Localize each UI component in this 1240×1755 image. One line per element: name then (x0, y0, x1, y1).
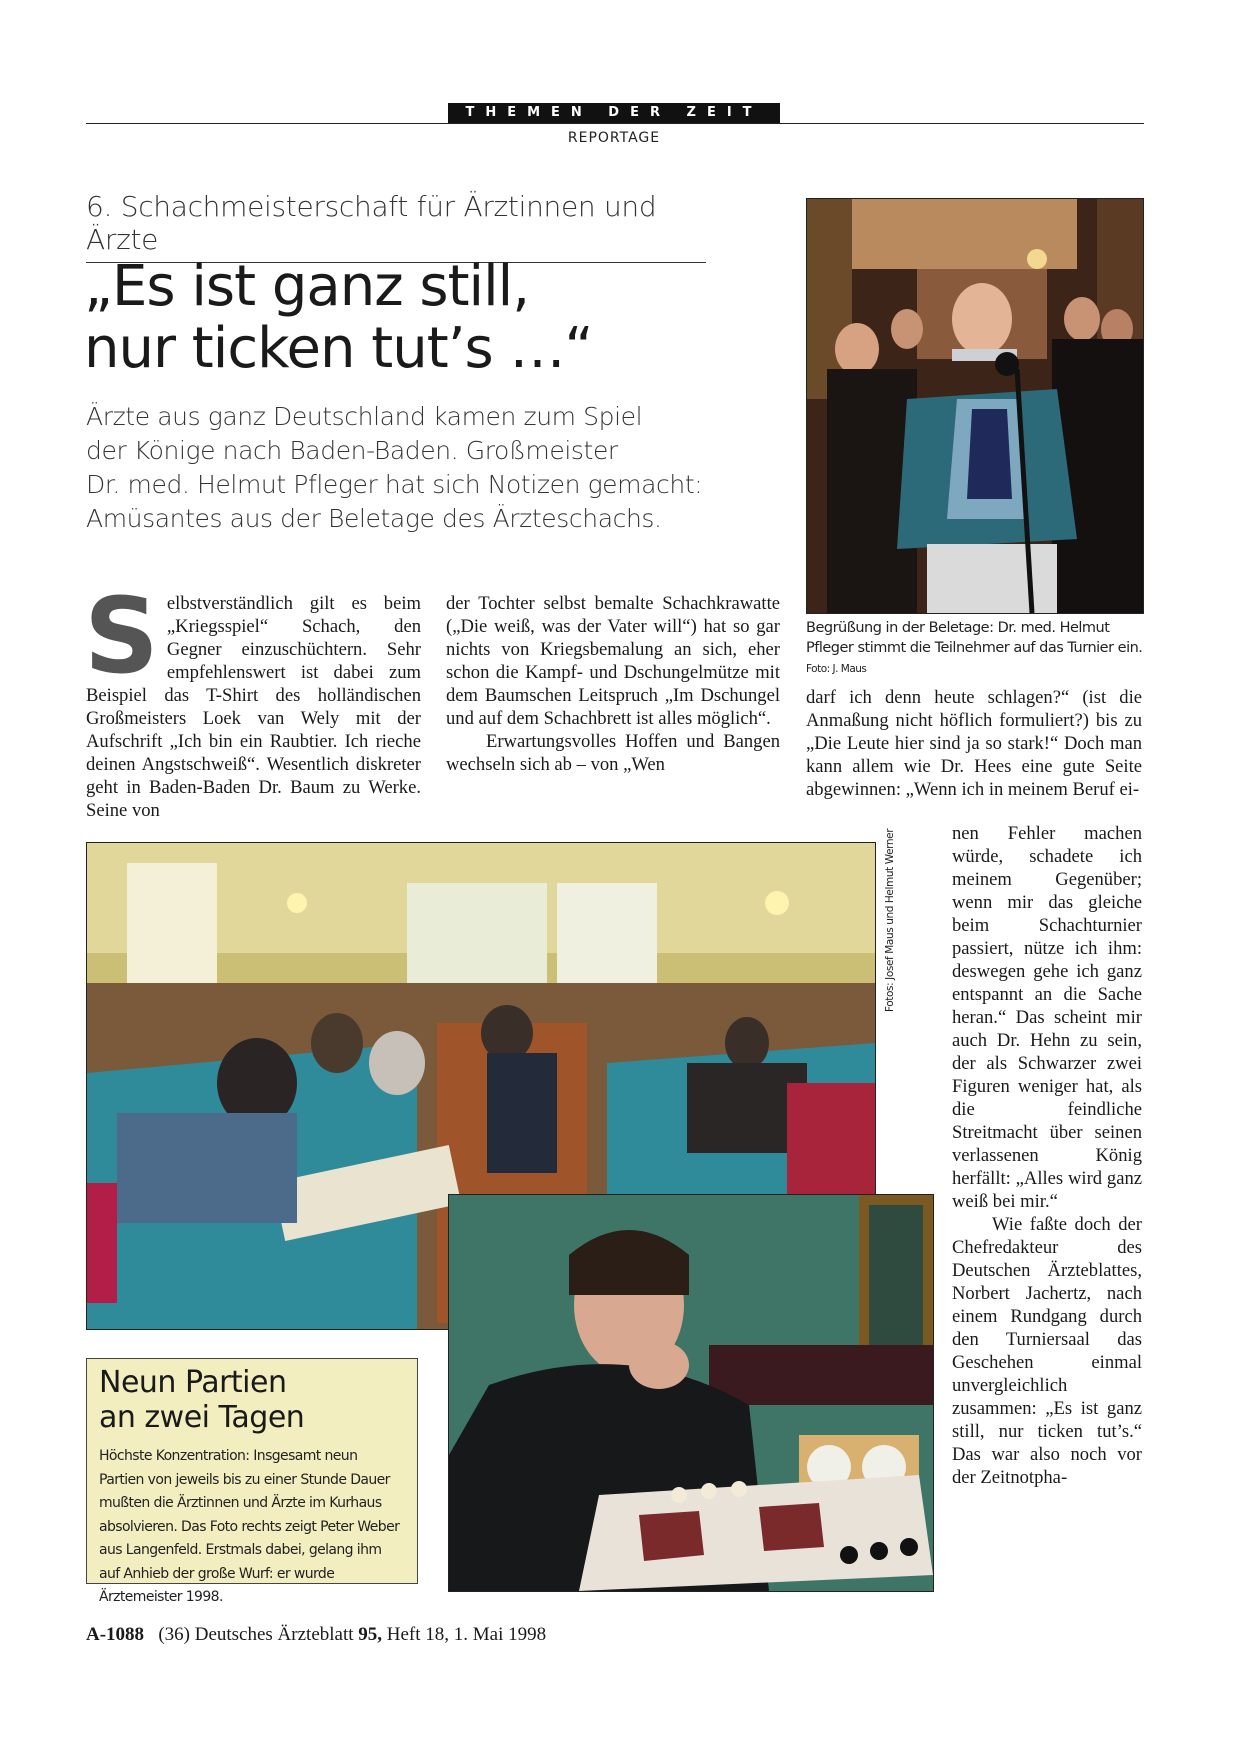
speaker-caption (806, 618, 1146, 679)
article-paragraph: Erwartungsvolles Hoffen und Bangen wechseln sich ab – von „Wen (446, 731, 780, 775)
photo-chess-player (448, 1194, 934, 1592)
hall-photo-credit: Fotos: Josef Maus und Helmut Werner (884, 828, 896, 1012)
info-box-text: Höchste Konzentration: Insgesamt neun Partien von jeweils bis zu einer Stunde Dauer mußten die Ärztinnen und Ärzte im Kurhaus absolvieren. Das Foto rechts zeigt Peter Weber aus Langenfeld. Erstmals dabei, gelang ihm auf Anhieb der große Wurf: er wurde Ärztemeister 1998. (99, 1448, 400, 1605)
speaker-photo-illustration (807, 199, 1143, 613)
article-paragraph: der Tochter selbst bemalte Schachkrawatte („Die weiß, was der Vater will“) hat so gar nichts von Kriegsbemalung an sich, eher schon die Kampf- und Dschungelmütze mit dem Baumschen Leitspruch „Im Dschungel und auf dem Schachbrett ist alles möglich“. (446, 593, 780, 729)
page-footer (86, 1624, 546, 1646)
article-kicker: 6. Schachmeisterschaft für Ärztinnen und Ärzte (86, 190, 706, 263)
footer-volume: 95, (358, 1624, 383, 1645)
article-paragraph: elbstverständlich gilt es beim „Kriegsspiel“ Schach, den Gegner einzuschüchtern. Sehr empfehlenswert ist dabei zum Beispiel das T-Shirt des holländischen Großmeisters Loek van Wely mit der Aufschrift „Ich bin ein Raubtier. Ich rieche deinen Angstschweiß“. Wesentlich diskreter geht in Baden-Baden Dr. Baum zu Werke. Seine von (86, 593, 421, 821)
article-column-3 (806, 686, 1142, 801)
drop-cap: S (84, 575, 159, 697)
footer-issue: Heft 18, 1. Mai 1998 (386, 1624, 547, 1645)
header-rule (86, 123, 1144, 124)
subsection-label: REPORTAGE (567, 130, 661, 146)
article-headline: „Es ist ganz still, nur ticken tut’s …“ (84, 254, 593, 381)
article-column-4 (952, 822, 1142, 1489)
speaker-photo-credit: Foto: J. Maus (806, 663, 867, 675)
article-paragraph: Wie faßte doch der Chefredakteur des Deutschen Ärzteblattes, Norbert Jachertz, nach einem Rundgang durch den Turniersaal das Geschehen einmal unvergleichlich zusammen: „Es ist ganz still, nur ticken tut’s.“ Das war also noch vor der Zeitnotpha- (952, 1214, 1142, 1488)
footer-publication: (36) Deutsches Ärzteblatt (158, 1624, 354, 1645)
article-deck: Ärzte aus ganz Deutschland kamen zum Spiel der Könige nach Baden-Baden. Großmeister Dr. med. Helmut Pfleger hat sich Notizen gemacht: Amüsantes aus der Beletage des Ärzteschachs. (86, 402, 703, 533)
speaker-caption-text: Begrüßung in der Beletage: Dr. med. Helmut Pfleger stimmt die Teilnehmer auf das Turnier ein. (806, 620, 1143, 656)
info-box (86, 1358, 418, 1605)
photo-speaker (806, 198, 1144, 614)
article-column-2 (446, 592, 780, 776)
player-photo-illustration (449, 1195, 933, 1591)
article-column-1 (84, 575, 421, 822)
info-box-title: Neun Partien an zwei Tagen (99, 1365, 305, 1435)
footer-page-code: A-1088 (86, 1624, 145, 1645)
section-label: THEMEN DER ZEIT (448, 103, 780, 123)
article-paragraph: nen Fehler machen würde, schadete ich meinem Gegenüber; wenn mir das gleiche beim Schachturnier passiert, nütze ich ihm: deswegen gehe ich ganz entspannt an die Sache heran.“ Das scheint mir auch Dr. Hehn zu sein, der als Schwarzer zwei Figuren weniger hat, als die feindliche Streitmacht über seinen verlassenen König herfällt: „Alles wird ganz weiß bei mir.“ (952, 823, 1142, 1212)
article-paragraph: darf ich denn heute schlagen?“ (ist die Anmaßung nicht höflich formuliert?) bis zu „Die Leute hier sind ja so stark!“ Doch man kann allem wie Dr. Hees eine gute Seite abgewinnen: „Wenn ich in meinem Beruf ei- (806, 687, 1142, 800)
